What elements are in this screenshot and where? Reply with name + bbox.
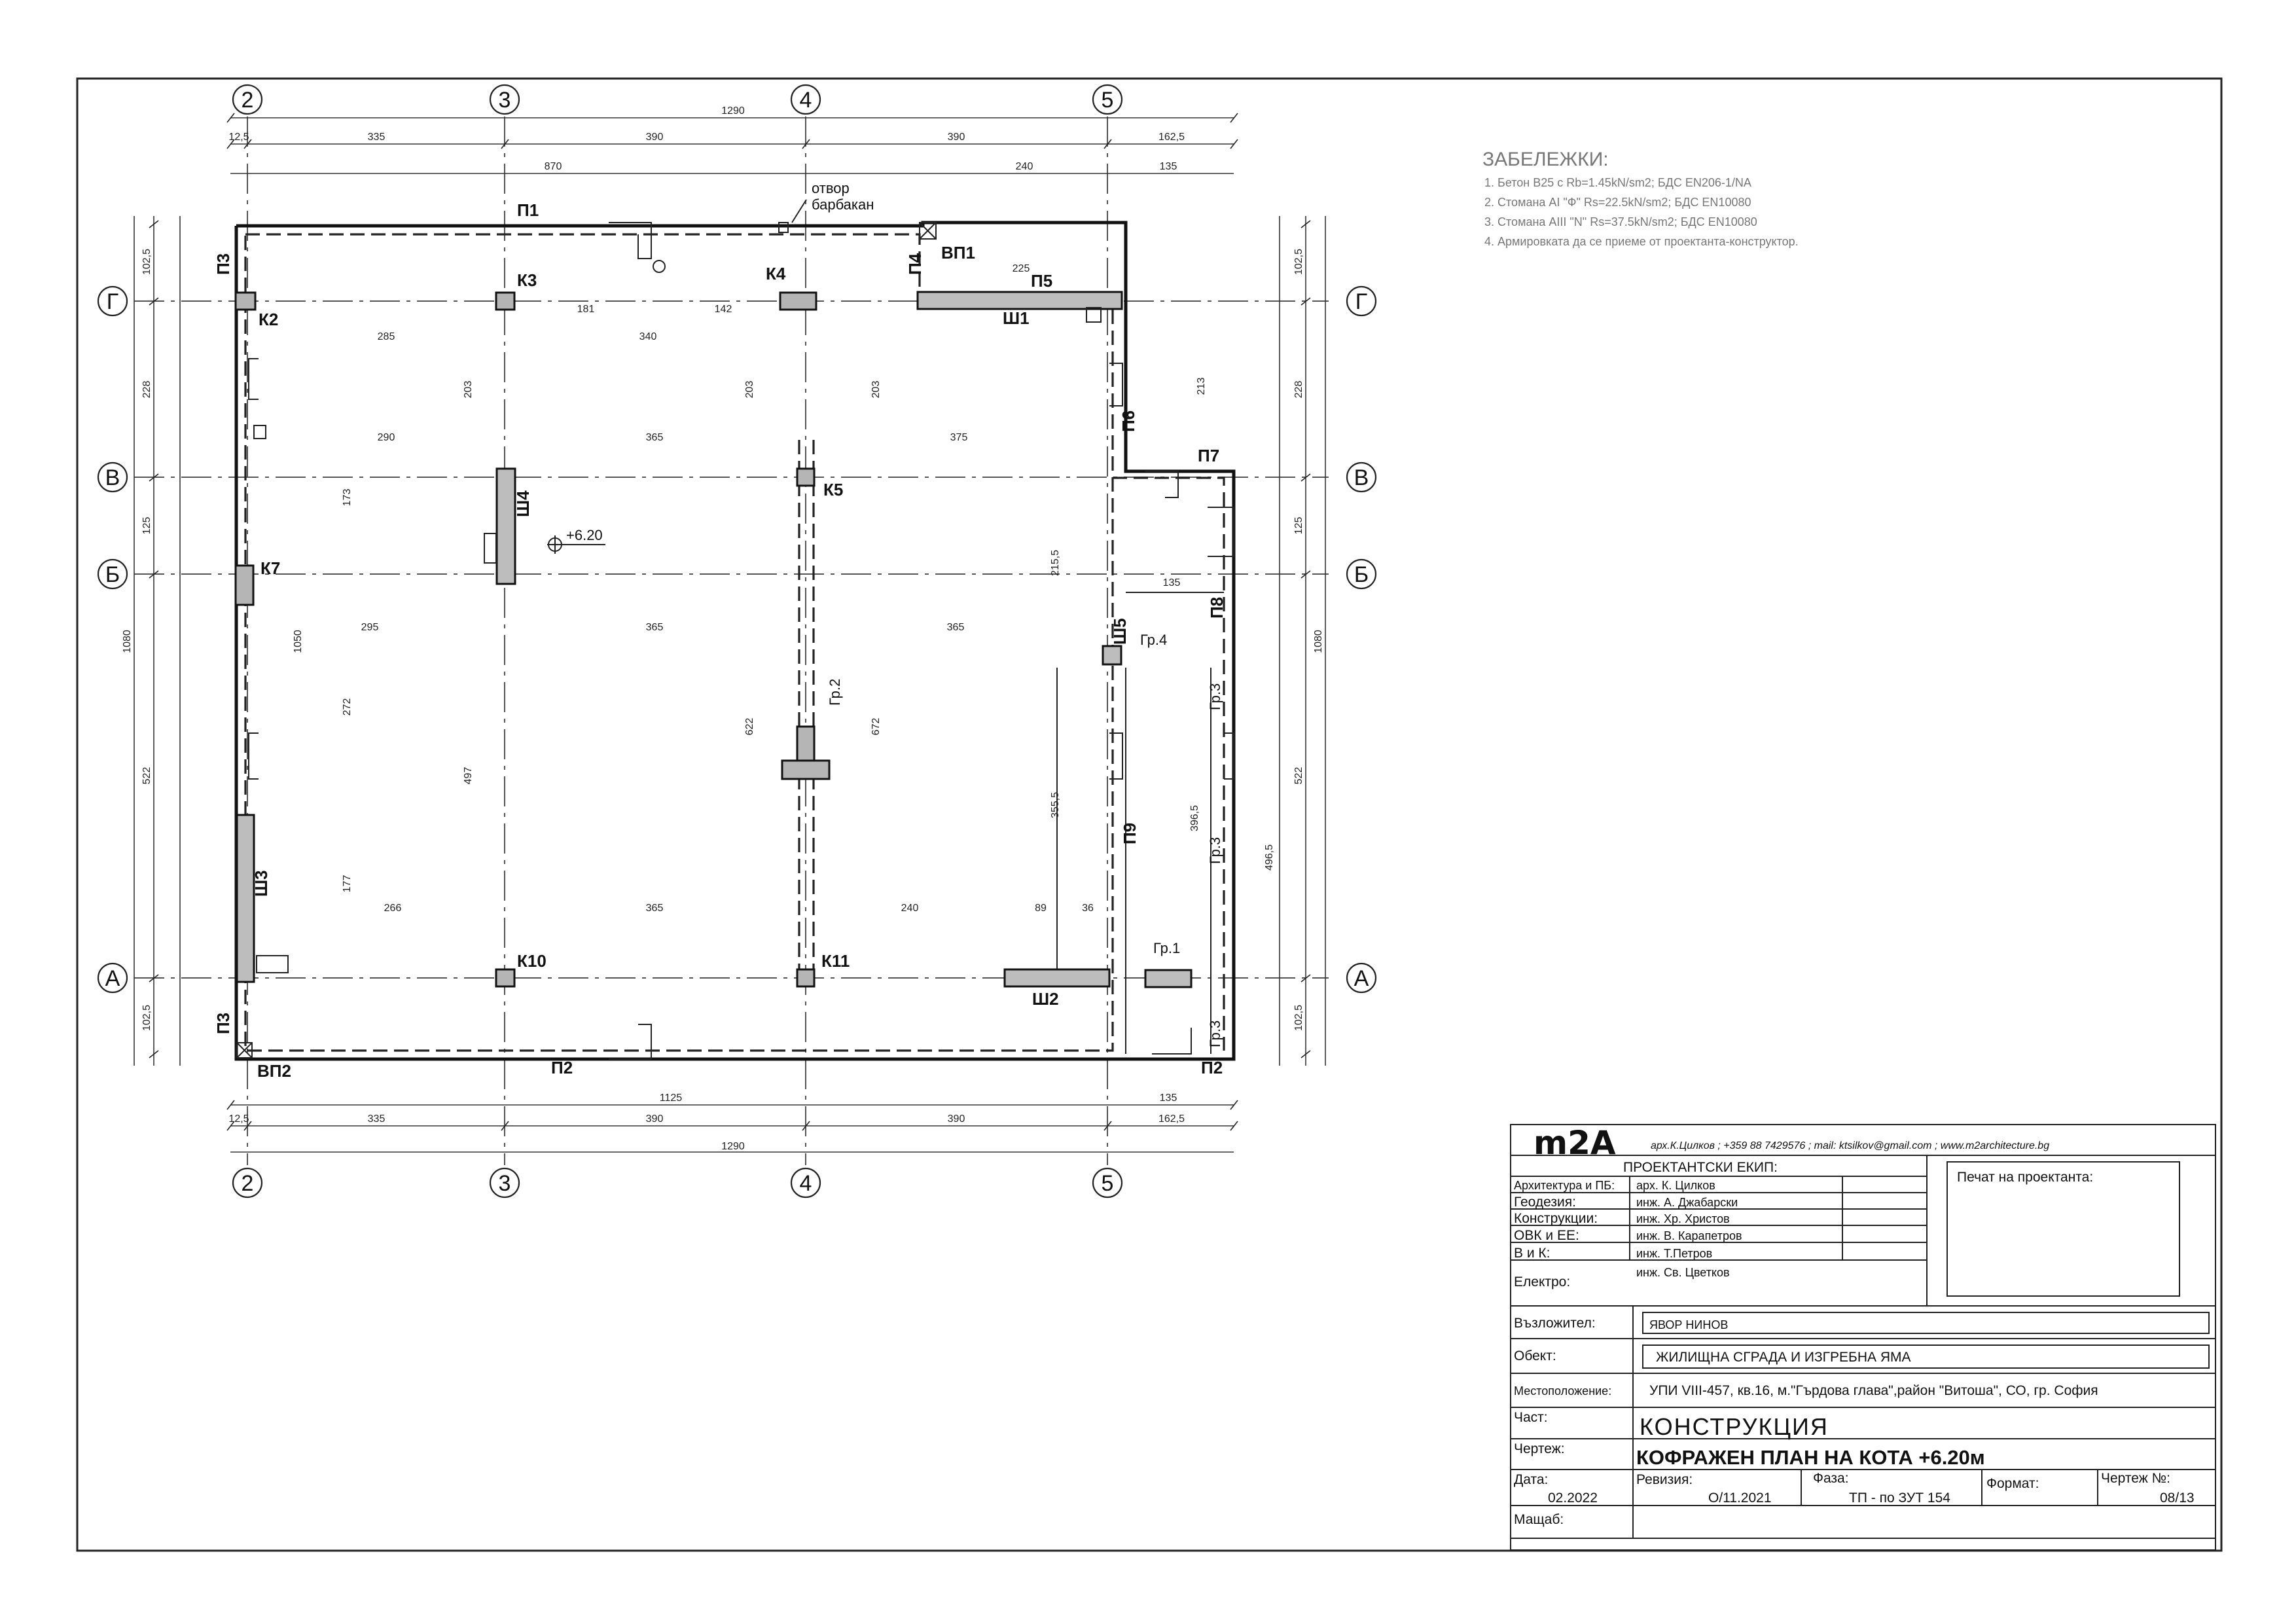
label-ring-beam-vp1: ВП1 (941, 243, 975, 262)
label-level-mark: +6.20 (566, 527, 603, 543)
label-column-k3: К3 (517, 270, 537, 290)
dim-int-181: 181 (577, 304, 595, 315)
dim-right-span-5: 102,5 (1293, 1004, 1304, 1032)
label-opening-1: отвор (812, 180, 850, 196)
dim-top-inner-2: 240 (1015, 161, 1033, 172)
dim-int-1050: 1050 (293, 630, 304, 653)
notes-item-2: 2. Стомана AI "Ф" Rs=22.5kN/sm2; БДС EN10080 (1484, 196, 1751, 209)
drawing-label: Чертеж: (1514, 1441, 1565, 1456)
label-group-gr3-c: Гр.3 (1207, 1020, 1223, 1047)
dim-top-span-4: 390 (947, 132, 965, 143)
label-ring-beam-vp2: ВП2 (257, 1061, 291, 1081)
sheet-frame (77, 79, 2221, 1551)
column-k5 (797, 469, 814, 486)
axis-label-right-b: Б (1354, 562, 1369, 587)
slab-outline (236, 223, 1234, 1059)
axis-label-left-v: В (105, 465, 120, 490)
team-name-6: инж. Св. Цветков (1636, 1266, 1730, 1279)
label-column-k10: К10 (517, 951, 547, 971)
label-group-gr3-a: Гр.3 (1207, 683, 1223, 710)
label-column-k2: К2 (259, 310, 279, 329)
date-label: Дата: (1514, 1472, 1549, 1487)
label-group-gr2: Гр.2 (827, 678, 843, 706)
dim-right-overall: 1080 (1313, 630, 1324, 653)
label-beam-p2-bottom: П2 (551, 1058, 573, 1077)
interior-beams (799, 440, 1211, 1054)
team-role-2: Геодезия: (1514, 1195, 1576, 1210)
label-beam-p5: П5 (1031, 271, 1053, 291)
wall-sh4 (497, 469, 515, 584)
axis-label-right-g: Г (1355, 289, 1368, 314)
title-block (1511, 1124, 2215, 1550)
team-name-3: инж. Хр. Христов (1636, 1212, 1730, 1225)
dim-bottom-inner-1: 1125 (659, 1092, 683, 1104)
column-k4 (780, 293, 816, 310)
label-wall-sh3: Ш3 (251, 870, 271, 897)
axis-bubbles-bottom (233, 1168, 1122, 1197)
dim-int-622: 622 (744, 717, 755, 736)
title-block-header: арх.К.Цилков ; +359 88 7429576 ; mail: ktsilkov@gmail.com ; www.m2architecture.bg (1651, 1140, 2050, 1151)
wall-gr1 (1145, 970, 1191, 987)
team-title: ПРОЕКТАНТСКИ ЕКИП: (1623, 1160, 1778, 1175)
label-column-k7: К7 (260, 558, 281, 578)
column-k10 (496, 969, 514, 986)
axis-label-top-2: 2 (241, 88, 254, 113)
team-role-4: ОВК и ЕЕ: (1514, 1228, 1579, 1243)
label-beam-p7: П7 (1198, 446, 1220, 465)
client-label: Възложител: (1514, 1316, 1596, 1331)
dim-top-span-3: 390 (645, 132, 664, 143)
dim-int-213: 213 (1196, 377, 1207, 395)
column-k3 (496, 293, 514, 310)
dim-int-177: 177 (342, 875, 353, 893)
details (237, 223, 1234, 1059)
axis-label-left-g: Г (106, 289, 119, 314)
label-wall-sh2: Ш2 (1032, 989, 1059, 1009)
team-role-3: Конструкции: (1514, 1211, 1598, 1226)
wall-sh2 (1005, 969, 1109, 986)
notes (1482, 149, 1799, 248)
dim-int-203-a: 203 (463, 380, 474, 399)
label-wall-sh5: Ш5 (1110, 618, 1130, 645)
dim-int-295: 295 (361, 622, 379, 633)
label-beam-p8: П8 (1207, 596, 1227, 619)
dim-int-355-5: 355,5 (1050, 791, 1061, 819)
label-wall-sh4: Ш4 (513, 490, 533, 517)
dim-int-36: 36 (1082, 903, 1094, 914)
dim-int-225: 225 (1012, 263, 1030, 274)
axis-bubbles-top (233, 85, 1122, 114)
client-value: ЯВОР НИНОВ (1649, 1318, 1729, 1331)
label-opening-2: барбакан (812, 196, 874, 213)
location-label: Местоположение: (1514, 1384, 1612, 1398)
label-beam-p4: П4 (905, 253, 925, 275)
revision-label: Ревизия: (1636, 1472, 1693, 1487)
axis-label-left-a: А (105, 966, 120, 991)
axis-label-top-3: 3 (498, 88, 511, 113)
dim-left-overall: 1080 (122, 630, 133, 653)
label-beam-p1: П1 (517, 200, 539, 220)
axis-bubbles-right (1347, 287, 1376, 992)
level-mark-symbol (547, 200, 806, 554)
notes-title: ЗАБЕЛЕЖКИ: (1482, 149, 1609, 170)
dim-left-span-4: 522 (141, 767, 152, 785)
wall-sh1 (918, 292, 1122, 309)
dim-int-142: 142 (714, 304, 732, 315)
sheet-value: 08/13 (2160, 1490, 2195, 1506)
dim-bottom-span-1: 12,5 (228, 1113, 249, 1125)
notes-item-1: 1. Бетон B25 с Rb=1.45kN/sm2; БДС EN206-1/NA (1484, 176, 1751, 189)
dim-top-overall: 1290 (721, 105, 745, 117)
team-name-5: инж. Т.Петров (1636, 1247, 1713, 1260)
dim-int-173: 173 (342, 488, 353, 507)
team-name-4: инж. В. Карапетров (1636, 1229, 1742, 1242)
axis-label-right-v: В (1354, 465, 1369, 490)
notes-item-4: 4. Армировката да се приеме от проектанта-конструктор. (1484, 235, 1799, 248)
drawing-value: КОФРАЖЕН ПЛАН НА КОТА +6.20м (1636, 1446, 1985, 1469)
date-value: 02.2022 (1548, 1490, 1598, 1506)
dim-top-inner-3: 135 (1159, 161, 1177, 172)
dim-int-672: 672 (870, 717, 882, 736)
location-value: УПИ VIII-457, кв.16, м."Гърдова глава",район "Витоша", СО, гр. София (1649, 1383, 2098, 1398)
dim-int-215-5: 215,5 (1050, 549, 1061, 577)
label-column-k11: К11 (821, 951, 850, 971)
dim-right-span-2: 228 (1293, 380, 1304, 399)
object-label: Обект: (1514, 1348, 1556, 1363)
column-k11 (797, 969, 814, 986)
dim-int-365-a: 365 (645, 432, 664, 443)
dim-int-135: 135 (1162, 577, 1181, 588)
scale-label: Мащаб: (1514, 1512, 1564, 1527)
wall-sh3 (237, 815, 254, 982)
dim-bottom-overall: 1290 (721, 1141, 745, 1152)
dim-left-span-2: 228 (141, 380, 152, 399)
dim-int-272: 272 (342, 698, 353, 716)
axis-label-bottom-3: 3 (498, 1171, 511, 1196)
dim-int-290: 290 (377, 432, 395, 443)
team-name-1: арх. К. Цилков (1636, 1179, 1715, 1192)
dim-int-89: 89 (1035, 903, 1047, 914)
notes-item-3: 3. Стомана AIII "N" Rs=37.5kN/sm2; БДС EN10080 (1484, 215, 1757, 228)
dim-int-266: 266 (384, 903, 402, 914)
label-column-k4: К4 (766, 264, 786, 283)
label-beam-p3-bottom: П3 (213, 1012, 233, 1034)
dim-int-497: 497 (463, 767, 474, 785)
dim-int-375: 375 (950, 432, 968, 443)
label-beam-p3-top: П3 (213, 253, 233, 275)
dim-top-span-2: 335 (367, 132, 386, 143)
columns (236, 293, 829, 986)
dim-int-285: 285 (377, 331, 395, 342)
dim-bottom-span-2: 335 (367, 1113, 386, 1125)
stamp-label: Печат на проектанта: (1957, 1170, 2094, 1185)
label-beam-p2-right: П2 (1201, 1058, 1223, 1077)
dim-bottom-span-3: 390 (645, 1113, 664, 1125)
axis-label-bottom-2: 2 (241, 1171, 254, 1196)
label-group-gr3-b: Гр.3 (1207, 837, 1223, 864)
team-role-5: В и К: (1514, 1246, 1551, 1261)
axis-label-top-4: 4 (799, 88, 812, 113)
phase-value: ТП - по ЗУТ 154 (1849, 1490, 1950, 1506)
format-label: Формат: (1986, 1476, 2039, 1491)
part-label: Част: (1514, 1410, 1548, 1425)
dim-left-span-3: 125 (141, 516, 152, 535)
interior-dimensions (293, 263, 1275, 914)
dim-left-span-1: 102,5 (141, 248, 152, 276)
wall-sh5 (1103, 646, 1121, 664)
dim-bottom-span-4: 390 (947, 1113, 965, 1125)
dim-int-396-5: 396,5 (1189, 804, 1200, 832)
label-beam-p6: П6 (1119, 410, 1138, 432)
walls (237, 292, 1191, 987)
dim-bottom-span-5: 162,5 (1158, 1113, 1185, 1125)
dim-int-203-b: 203 (744, 380, 755, 399)
label-beam-p9: П9 (1120, 822, 1139, 844)
dim-left-span-5: 102,5 (141, 1004, 152, 1032)
label-column-k5: К5 (823, 480, 844, 499)
title-block-logo: m2A (1534, 1124, 1616, 1162)
team-role-6: Електро: (1514, 1274, 1571, 1290)
dim-int-365-d: 365 (645, 903, 664, 914)
dim-top-span-1: 12,5 (228, 132, 249, 143)
dim-int-365-b: 365 (645, 622, 664, 633)
dim-right-span-1: 102,5 (1293, 248, 1304, 276)
dim-right-span-4: 522 (1293, 767, 1304, 785)
label-group-gr1: Гр.1 (1153, 940, 1181, 956)
axis-label-bottom-4: 4 (799, 1171, 812, 1196)
dim-int-365-c: 365 (946, 622, 965, 633)
axis-label-bottom-5: 5 (1101, 1171, 1114, 1196)
dim-int-240: 240 (901, 903, 919, 914)
phase-label: Фаза: (1813, 1471, 1849, 1486)
dim-int-203-c: 203 (870, 380, 882, 399)
part-value: КОНСТРУКЦИЯ (1640, 1413, 1829, 1440)
team-name-2: инж. А. Джабарски (1636, 1196, 1738, 1209)
axis-label-top-5: 5 (1101, 88, 1114, 113)
column-k7 (236, 566, 253, 605)
dim-top-span-5: 162,5 (1158, 132, 1185, 143)
axis-label-left-b: Б (105, 562, 120, 587)
dim-int-496-5: 496,5 (1264, 844, 1275, 871)
object-value: ЖИЛИЩНА СГРАДА И ИЗГРЕБНА ЯМА (1656, 1350, 1911, 1365)
revision-value: О/11.2021 (1708, 1490, 1772, 1506)
column-mid-4-flange (782, 761, 829, 779)
axis-label-right-a: А (1354, 966, 1369, 991)
sheet-label: Чертеж №: (2101, 1471, 2170, 1486)
dim-top-inner-1: 870 (544, 161, 562, 172)
label-group-gr4: Гр.4 (1140, 632, 1168, 648)
dim-int-340: 340 (639, 331, 657, 342)
label-wall-sh1: Ш1 (1003, 308, 1030, 328)
dim-bottom-inner-2: 135 (1159, 1092, 1177, 1104)
team-role-1: Архитектура и ПБ: (1514, 1179, 1615, 1192)
column-k2 (236, 293, 255, 310)
dim-right-span-3: 125 (1293, 516, 1304, 535)
